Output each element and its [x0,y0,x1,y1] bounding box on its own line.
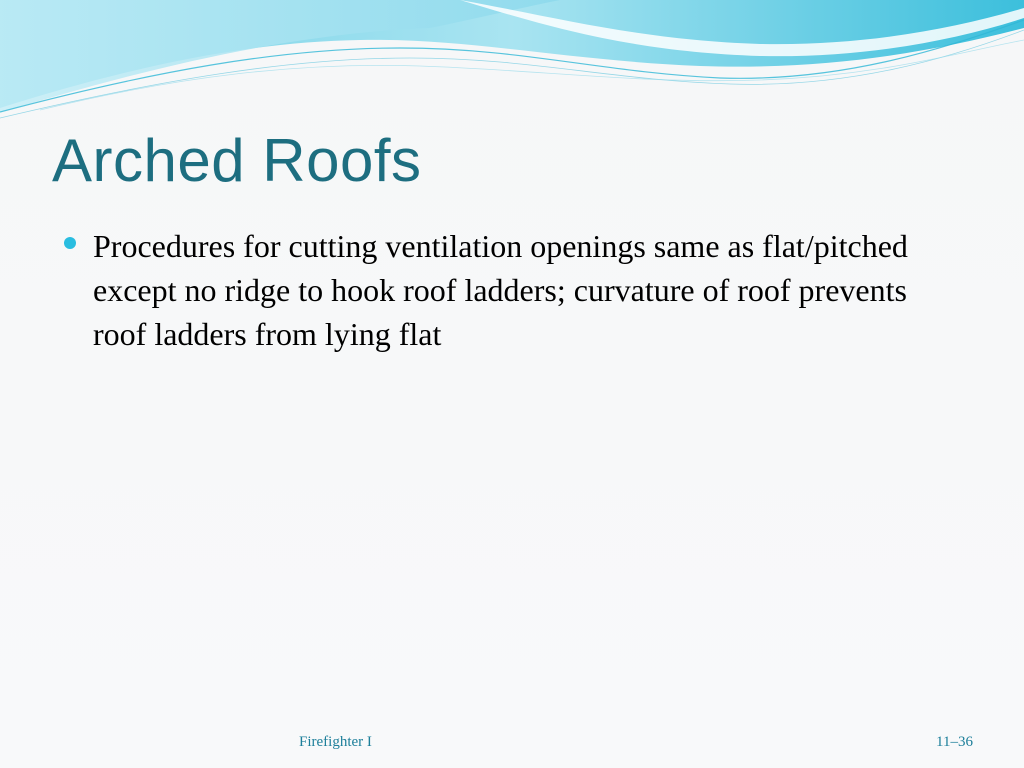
footer-page-number: 11–36 [936,734,973,750]
slide-title: Arched Roofs [52,127,422,194]
bullet-text: Procedures for cutting ventilation openings same as flat/pitched except no ridge to hook roof ladders; curvature of roof prevents roof ladders from lying flat [93,228,908,352]
footer-course-title: Firefighter I [299,734,372,750]
bullet-item [62,224,962,356]
header-wave-decoration [0,0,1024,130]
bullet-dot-icon [64,237,76,249]
bullet-list [62,224,962,356]
